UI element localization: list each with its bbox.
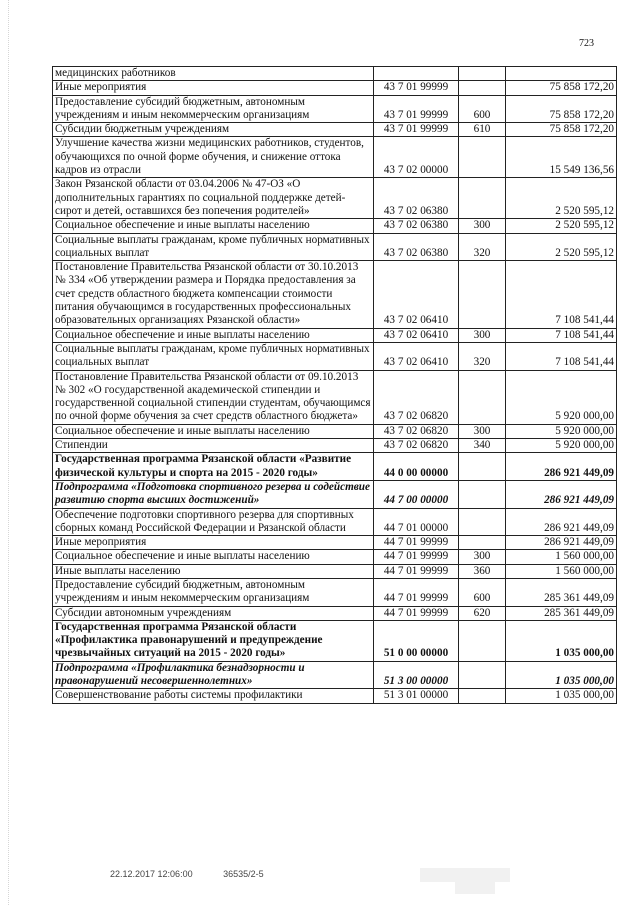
row-expense-type <box>459 67 506 81</box>
row-expense-type: 300 <box>459 328 506 342</box>
row-name: Социальные выплаты гражданам, кроме публичных нормативных социальных выплат <box>53 342 374 370</box>
row-expense-type: 600 <box>459 578 506 606</box>
row-code: 43 7 02 06820 <box>374 439 459 453</box>
row-code: 51 0 00 00000 <box>374 620 459 661</box>
row-expense-type <box>459 620 506 661</box>
table-row <box>53 81 617 95</box>
row-expense-type <box>459 661 506 689</box>
table-row <box>53 233 617 261</box>
row-code <box>374 67 459 81</box>
row-expense-type: 320 <box>459 233 506 261</box>
row-expense-type <box>459 178 506 219</box>
row-amount: 286 921 449,09 <box>506 508 617 536</box>
row-amount: 2 520 595,12 <box>506 219 617 233</box>
row-amount: 1 560 000,00 <box>506 564 617 578</box>
row-code: 43 7 02 06410 <box>374 342 459 370</box>
row-code: 44 7 00 00000 <box>374 480 459 508</box>
row-amount: 75 858 172,20 <box>506 81 617 95</box>
row-name: Субсидии бюджетным учреждениям <box>53 123 374 137</box>
row-amount <box>506 67 617 81</box>
row-code: 51 3 01 00000 <box>374 689 459 703</box>
row-amount: 1 035 000,00 <box>506 620 617 661</box>
row-name: Социальные выплаты гражданам, кроме публичных нормативных социальных выплат <box>53 233 374 261</box>
row-expense-type <box>459 536 506 550</box>
row-code: 43 7 01 99999 <box>374 95 459 123</box>
table-row <box>53 439 617 453</box>
row-amount: 2 520 595,12 <box>506 233 617 261</box>
row-code: 43 7 02 06820 <box>374 424 459 438</box>
row-amount: 1 035 000,00 <box>506 661 617 689</box>
row-expense-type: 300 <box>459 219 506 233</box>
table-row <box>53 370 617 424</box>
row-name: Субсидии автономным учреждениям <box>53 606 374 620</box>
row-name: Подпрограмма «Профилактика безнадзорности и правонарушений несовершеннолетних» <box>53 661 374 689</box>
row-amount: 75 858 172,20 <box>506 95 617 123</box>
table-row <box>53 480 617 508</box>
row-amount: 5 920 000,00 <box>506 424 617 438</box>
row-expense-type <box>459 81 506 95</box>
table-row <box>53 424 617 438</box>
row-code: 43 7 01 99999 <box>374 81 459 95</box>
row-code: 43 7 02 06410 <box>374 261 459 328</box>
row-name: Постановление Правительства Рязанской области от 30.10.2013 № 334 «Об утверждении размера и Порядка предоставления за счет средств областного бюджета компенсации стоимости питания обучающимся в государственных профессиональных образовательных организациях Рязанской области» <box>53 261 374 328</box>
table-row <box>53 95 617 123</box>
row-name: Подпрограмма «Подготовка спортивного резерва и содействие развитию спорта высших достижений» <box>53 480 374 508</box>
page-number: 723 <box>579 38 594 49</box>
table-row <box>53 328 617 342</box>
row-name: Улучшение качества жизни медицинских работников, студентов, обучающихся по очной форме обучения, и снижение оттока кадров из отрасли <box>53 137 374 178</box>
row-expense-type: 300 <box>459 424 506 438</box>
row-name: Обеспечение подготовки спортивного резерва для спортивных сборных команд Российской Федерации и Рязанской области <box>53 508 374 536</box>
row-code: 44 7 01 99999 <box>374 606 459 620</box>
row-amount: 286 921 449,09 <box>506 536 617 550</box>
row-code: 43 7 02 00000 <box>374 137 459 178</box>
row-expense-type <box>459 689 506 703</box>
row-name: Социальное обеспечение и иные выплаты населению <box>53 328 374 342</box>
row-amount: 285 361 449,09 <box>506 606 617 620</box>
row-code: 43 7 01 99999 <box>374 123 459 137</box>
row-expense-type: 600 <box>459 95 506 123</box>
table-row <box>53 536 617 550</box>
row-code: 44 7 01 99999 <box>374 550 459 564</box>
row-amount: 1 035 000,00 <box>506 689 617 703</box>
row-name: медицинских работников <box>53 67 374 81</box>
row-name: Предоставление субсидий бюджетным, автономным учреждениям и иным некоммерческим организациям <box>53 578 374 606</box>
row-amount: 15 549 136,56 <box>506 137 617 178</box>
row-amount: 7 108 541,44 <box>506 328 617 342</box>
footer-datetime: 22.12.2017 12:06:00 <box>110 869 193 879</box>
row-amount: 286 921 449,09 <box>506 453 617 481</box>
table-row <box>53 689 617 703</box>
row-code: 44 7 01 99999 <box>374 564 459 578</box>
row-expense-type <box>459 137 506 178</box>
row-expense-type <box>459 508 506 536</box>
table-row <box>53 620 617 661</box>
table-row <box>53 661 617 689</box>
table-row <box>53 564 617 578</box>
table-row <box>53 342 617 370</box>
table-row <box>53 178 617 219</box>
row-expense-type <box>459 453 506 481</box>
row-expense-type <box>459 480 506 508</box>
row-amount: 1 560 000,00 <box>506 550 617 564</box>
row-amount: 285 361 449,09 <box>506 578 617 606</box>
table-row <box>53 550 617 564</box>
row-amount: 5 920 000,00 <box>506 370 617 424</box>
row-code: 43 7 02 06410 <box>374 328 459 342</box>
row-amount: 2 520 595,12 <box>506 178 617 219</box>
row-code: 44 7 01 99999 <box>374 578 459 606</box>
row-name: Закон Рязанской области от 03.04.2006 № 47-ОЗ «О дополнительных гарантиях по социальной поддержке детей-сирот и детей, оставшихся без попечения родителей» <box>53 178 374 219</box>
row-code: 43 7 02 06380 <box>374 178 459 219</box>
row-expense-type: 620 <box>459 606 506 620</box>
row-name: Социальное обеспечение и иные выплаты населению <box>53 219 374 233</box>
footer-doc-id: 36535/2-5 <box>223 869 264 879</box>
row-code: 43 7 02 06380 <box>374 233 459 261</box>
row-name: Социальное обеспечение и иные выплаты населению <box>53 550 374 564</box>
row-name: Иные мероприятия <box>53 536 374 550</box>
row-expense-type <box>459 370 506 424</box>
row-code: 43 7 02 06820 <box>374 370 459 424</box>
row-expense-type: 610 <box>459 123 506 137</box>
table-row <box>53 578 617 606</box>
row-expense-type: 300 <box>459 550 506 564</box>
table-row <box>53 606 617 620</box>
scan-smudge <box>455 880 495 894</box>
budget-table <box>52 66 617 704</box>
row-code: 44 0 00 00000 <box>374 453 459 481</box>
row-name: Иные выплаты населению <box>53 564 374 578</box>
row-code: 43 7 02 06380 <box>374 219 459 233</box>
row-expense-type: 360 <box>459 564 506 578</box>
row-name: Иные мероприятия <box>53 81 374 95</box>
row-expense-type: 340 <box>459 439 506 453</box>
row-name: Государственная программа Рязанской области «Профилактика правонарушений и предупреждение чрезвычайных ситуаций на 2015 - 2020 годы» <box>53 620 374 661</box>
row-name: Социальное обеспечение и иные выплаты населению <box>53 424 374 438</box>
row-amount: 7 108 541,44 <box>506 342 617 370</box>
footer <box>110 869 292 879</box>
row-name: Стипендии <box>53 439 374 453</box>
row-name: Постановление Правительства Рязанской области от 09.10.2013 № 302 «О государственной академической стипендии и государственной социальной стипендии студентам, обучающимся по очной форме обучения за счет средств областного бюджета» <box>53 370 374 424</box>
table-row <box>53 123 617 137</box>
row-amount: 5 920 000,00 <box>506 439 617 453</box>
row-name: Государственная программа Рязанской области «Развитие физической культуры и спорта на 2015 - 2020 годы» <box>53 453 374 481</box>
table-row <box>53 219 617 233</box>
row-name: Совершенствование работы системы профилактики <box>53 689 374 703</box>
table-row <box>53 261 617 328</box>
row-expense-type <box>459 261 506 328</box>
row-name: Предоставление субсидий бюджетным, автономным учреждениям и иным некоммерческим организациям <box>53 95 374 123</box>
table-row <box>53 508 617 536</box>
row-expense-type: 320 <box>459 342 506 370</box>
row-code: 44 7 01 99999 <box>374 536 459 550</box>
table-row <box>53 137 617 178</box>
binding-edge <box>0 0 9 905</box>
row-amount: 286 921 449,09 <box>506 480 617 508</box>
row-amount: 75 858 172,20 <box>506 123 617 137</box>
row-amount: 7 108 541,44 <box>506 261 617 328</box>
table-row <box>53 453 617 481</box>
row-code: 51 3 00 00000 <box>374 661 459 689</box>
row-code: 44 7 01 00000 <box>374 508 459 536</box>
table-row <box>53 67 617 81</box>
